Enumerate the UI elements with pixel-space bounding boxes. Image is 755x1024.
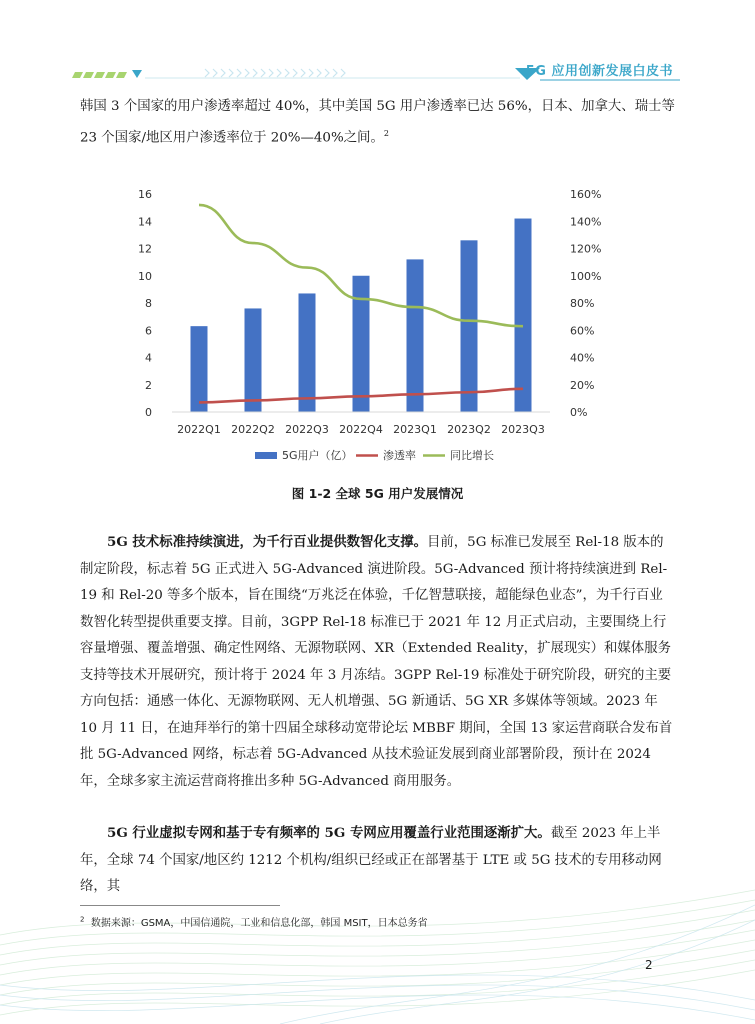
legend-label: 渗透率	[383, 449, 416, 462]
paragraph-2	[80, 529, 676, 795]
footnote-number: 2	[80, 915, 85, 924]
legend-item	[423, 448, 494, 462]
x-category-label: 2022Q1	[177, 423, 221, 436]
legend-swatch	[255, 452, 277, 459]
bar-5g-users	[299, 293, 316, 412]
y-right-tick-label: 0%	[570, 406, 588, 419]
legend-item	[255, 448, 353, 462]
paragraph-3-text: 截至 2023 年上半年，全球 74 个国家/地区约 1212 个机构/组织已经或正在部署基于 LTE 或 5G 技术的专用移动网络，其	[80, 826, 662, 894]
y-left-tick-label: 6	[145, 324, 152, 338]
figure-caption: 图 1-2 全球 5G 用户发展情况	[291, 486, 464, 501]
bar-5g-users	[353, 276, 370, 412]
header-stripe-left	[72, 70, 142, 78]
bar-5g-users	[245, 308, 262, 412]
x-category-label: 2023Q2	[447, 423, 491, 436]
bar-5g-users	[407, 259, 424, 412]
legend-item	[356, 448, 416, 462]
y-left-tick-label: 14	[138, 215, 152, 229]
y-right-tick-label: 40%	[570, 351, 595, 365]
x-category-label: 2022Q2	[231, 423, 275, 436]
x-category-label: 2022Q4	[339, 423, 383, 436]
user-growth-chart	[110, 176, 630, 476]
y-right-tick-label: 80%	[570, 297, 595, 310]
y-right-tick-label: 100%	[570, 269, 602, 283]
paragraph-1	[80, 94, 676, 151]
y-right-tick-label: 160%	[570, 188, 602, 201]
y-right-tick-label: 60%	[570, 324, 595, 338]
bar-5g-users	[191, 326, 208, 412]
y-left-tick-label: 4	[145, 351, 152, 365]
y-left-tick-label: 0	[145, 406, 152, 419]
header-chevrons	[205, 69, 345, 77]
footnote	[80, 914, 428, 929]
y-left-tick-label: 12	[138, 242, 152, 256]
x-category-label: 2022Q3	[285, 423, 329, 436]
legend-label: 同比增长	[450, 449, 494, 462]
y-left-tick-label: 10	[138, 269, 152, 283]
x-category-label: 2023Q1	[393, 423, 437, 436]
y-left-tick-label: 16	[138, 188, 152, 201]
y-right-tick-label: 120%	[570, 242, 602, 256]
footnote-text: 数据来源：GSMA，中国信通院，工业和信息化部，韩国 MSIT，日本总务省	[90, 918, 428, 929]
page-number: 2	[645, 958, 653, 972]
footnote-ref: 2	[383, 128, 389, 138]
paragraph-2-lead: 5G 技术标准持续演进，为千行百业提供数智化支撑。	[107, 534, 428, 550]
bar-5g-users	[461, 240, 478, 412]
y-right-tick-label: 20%	[570, 378, 595, 392]
header-title: 5G 应用创新发展白皮书	[525, 64, 673, 79]
legend-label: 5G用户（亿）	[282, 449, 353, 462]
paragraph-3	[80, 820, 676, 901]
x-category-label: 2023Q3	[501, 423, 545, 436]
bar-5g-users	[515, 219, 532, 412]
footnote-divider	[80, 905, 280, 906]
y-right-tick-label: 140%	[570, 215, 602, 229]
y-left-tick-label: 8	[145, 297, 152, 310]
paragraph-1-text: 韩国 3 个国家的用户渗透率超过 40%，其中美国 5G 用户渗透率已达 56%，日本、加拿大、瑞士等 23 个国家/地区用户渗透率位于 20%—40%之间。	[80, 99, 675, 145]
paragraph-3-lead: 5G 行业虚拟专网和基于专有频率的 5G 专网应用覆盖行业范围逐渐扩大。	[107, 825, 551, 841]
paragraph-2-text: 目前，5G 标准已发展至 Rel-18 版本的制定阶段，标志着 5G 正式进入 5G-Advanced 演进阶段。5G-Advanced 预计将持续演进到 Rel-19 和 Rel-20 等多个版本，旨在围绕“万兆泛在体验，千亿智慧联接，超能绿色业态”，为千行百业数智化转型提供重要支撑。目前，3GPP Rel-18 标准已于 2021 年 12 月正式启动，主要围绕上行容量增强、覆盖增强、确定性网络、无源物联网、XR（Extended Reality，扩展现实）和媒体服务支持等技术开展研究，预计将于 2024 年 3 月冻结。3GPP Rel-19 标准处于研究阶段，研究的主要方向包括：通感一体化、无源物联网、无人机增强、5G 新通话、5G XR 多媒体等领域。2023 年 10 月 11 日，在迪拜举行的第十四届全球移动宽带论坛 MBBF 期间，全国 13 家运营商联合发布首批 5G-Advanced 网络，标志着 5G-Advanced 从技术验证发展到商业部署阶段，预计在 2024 年，全球多家主流运营商将推出多种 5G-Advanced 商用服务。	[80, 535, 673, 789]
y-left-tick-label: 2	[145, 378, 152, 392]
